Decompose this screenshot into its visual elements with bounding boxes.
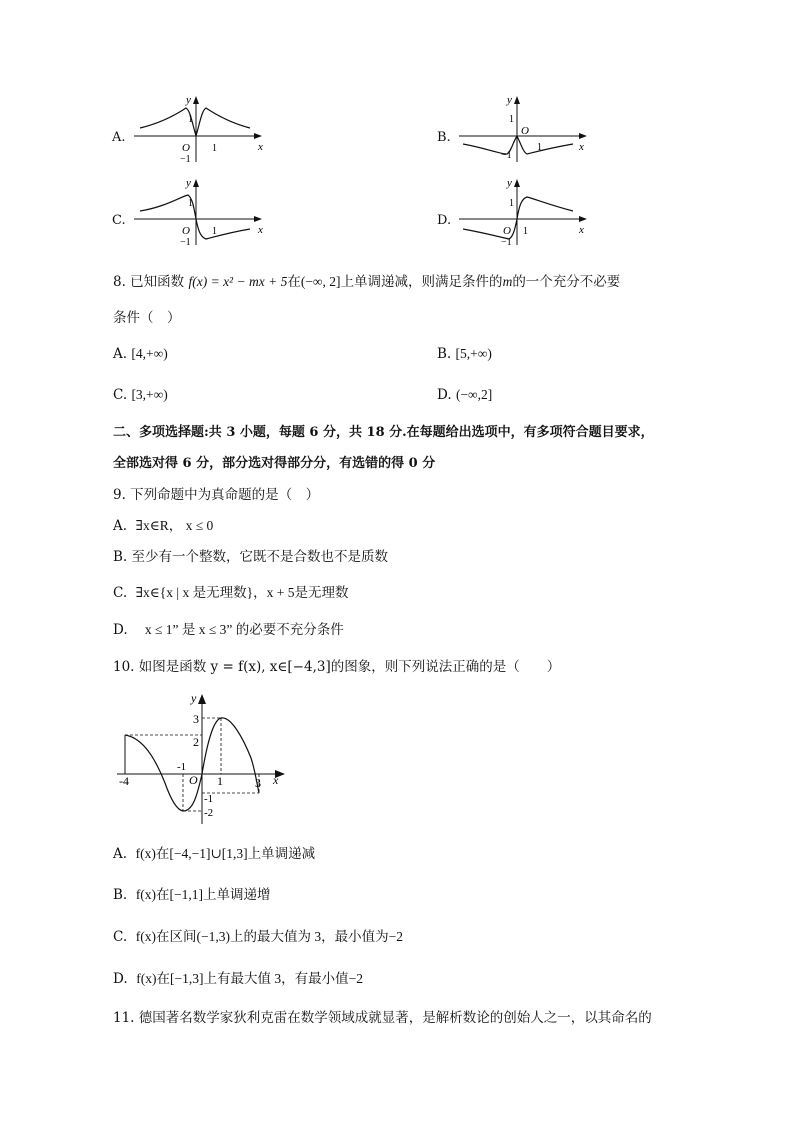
- q7-option-d-label: D.: [437, 213, 452, 228]
- y-axis-label: y: [507, 177, 512, 189]
- tick-one-x-label: 1: [523, 226, 528, 237]
- option-label: D.: [113, 971, 128, 987]
- y-axis-label: y: [507, 94, 512, 106]
- option-text: [4,+∞): [131, 346, 168, 361]
- q10-option-c[interactable]: [113, 929, 403, 945]
- x-axis-label: x: [579, 224, 584, 236]
- option-text: f(x)在区间(−1,3)上的最大值为 3，最小值为−2: [135, 929, 403, 944]
- option-text: 至少有一个整数，它既不是合数也不是质数: [131, 549, 389, 565]
- section2-heading-line1: 二、多项选择题:共 3 小题，每题 6 分，共 18 分.在每题给出选项中，有多项符合题目要求，: [113, 425, 654, 440]
- option-label: A.: [113, 846, 128, 862]
- option-text: [3,+∞): [131, 387, 168, 402]
- q10-tick-3: 3: [193, 712, 199, 726]
- tick-one-x-label: 1: [537, 142, 542, 153]
- q8-option-c[interactable]: [113, 387, 168, 403]
- option-label: D.: [113, 622, 128, 638]
- q7-graph-b: [455, 92, 590, 164]
- option-label: C.: [113, 585, 128, 601]
- option-label: B.: [113, 549, 128, 565]
- option-label: B.: [437, 346, 452, 362]
- origin-label: O: [182, 142, 190, 154]
- q10-option-a[interactable]: [113, 846, 315, 862]
- tick-one-label: 1: [188, 198, 193, 209]
- option-label: C.: [113, 387, 128, 403]
- section2-heading-line2: 全部选对得 6 分，部分选对得部分分，有选错的得 0 分: [113, 456, 436, 471]
- q10-x-label: x: [273, 773, 279, 787]
- option-text: f(x)在[−1,3]上有最大值 3，有最小值−2: [136, 971, 363, 986]
- q10-tick-neg1-y: -1: [204, 793, 214, 805]
- y-axis-label: y: [186, 94, 191, 106]
- q9-stem: 9. 下列命题中为真命题的是（ ）: [113, 487, 320, 503]
- q8-end: 的一个充分不必要: [512, 274, 621, 290]
- q7-graph-a: [130, 92, 265, 164]
- q10-tick-1: 1: [217, 774, 223, 788]
- option-text: ∃x∈{x | x 是无理数}，x + 5是无理数: [135, 585, 349, 600]
- q7-option-b-label: B.: [437, 130, 451, 145]
- option-label: C.: [113, 929, 128, 945]
- origin-label: O: [521, 125, 529, 137]
- q8-mid: 在: [287, 274, 301, 290]
- tick-one-label: 1: [509, 198, 514, 209]
- q8-formula: f(x) = x² − mx + 5: [188, 274, 288, 289]
- tick-one-x-label: 1: [212, 226, 217, 237]
- tick-one-label: 1: [509, 114, 514, 125]
- q8-stem-line2: 条件（ ）: [113, 310, 181, 326]
- tick-neg-one-label: −1: [501, 150, 512, 161]
- q8-m: m: [502, 274, 513, 289]
- tick-neg-one-label: −1: [180, 237, 191, 247]
- q10-function-graph: [113, 688, 293, 828]
- option-text: [5,+∞): [455, 346, 492, 361]
- q10-tick-neg2-y: -2: [204, 807, 214, 819]
- q10-stem: 10. 如图是函数 y = f(x), x∈[−4,3]的图象，则下列说法正确的是（ ）: [113, 659, 561, 675]
- q7-option-a-label: A.: [112, 130, 126, 145]
- q8-suffix: 上单调递减，则满足条件的: [340, 274, 503, 290]
- tick-neg-one-label: −1: [180, 154, 191, 164]
- x-axis-label: x: [258, 141, 263, 153]
- q8-prefix: 8. 已知函数: [113, 274, 185, 290]
- origin-label: O: [503, 225, 511, 237]
- option-text: (−∞,2]: [455, 387, 493, 402]
- tick-one-x-label: 1: [212, 143, 217, 154]
- q9-option-d[interactable]: [113, 622, 344, 638]
- x-axis-label: x: [579, 141, 584, 153]
- q8-option-a[interactable]: [113, 346, 168, 362]
- q10-y-label: y: [191, 691, 197, 705]
- q11-stem-line1: 11. 德国著名数学家狄利克雷在数学领域成就显著，是解析数论的创始人之一，以其命名的: [113, 1010, 652, 1026]
- y-axis-label: y: [186, 177, 191, 189]
- q8-option-d[interactable]: [437, 387, 492, 403]
- option-label: A.: [113, 518, 128, 534]
- q9-option-b[interactable]: [113, 549, 388, 565]
- q10-option-b[interactable]: [113, 887, 271, 903]
- option-label: B.: [113, 887, 128, 903]
- q10-origin-label: O: [189, 773, 198, 787]
- option-text: f(x)在[−4,−1]∪[1,3]上单调递减: [135, 846, 316, 861]
- q9-option-a[interactable]: [113, 518, 213, 534]
- option-text: ∃x∈R， x ≤ 0: [135, 518, 214, 533]
- q10-tick-3-x: 3: [255, 776, 261, 790]
- option-text: x ≤ 1” 是 x ≤ 3” 的必要不充分条件: [144, 622, 344, 637]
- q10-tick-neg1-x: -1: [177, 761, 187, 773]
- origin-label: O: [182, 225, 190, 237]
- q8-option-b[interactable]: [437, 346, 492, 362]
- tick-neg-one-label: −1: [501, 237, 512, 247]
- option-text: f(x)在[−1,1]上单调递增: [135, 887, 271, 902]
- q7-option-c-label: C.: [112, 213, 126, 228]
- q8-stem-line1: [113, 274, 620, 290]
- q7-graph-c: [130, 175, 265, 247]
- x-axis-label: x: [258, 224, 263, 236]
- q8-interval: (−∞, 2]: [300, 274, 341, 289]
- q9-option-c[interactable]: [113, 585, 348, 601]
- q7-graph-d: [455, 175, 590, 247]
- q10-tick-neg4: -4: [119, 774, 129, 788]
- tick-one-label: 1: [188, 114, 193, 125]
- option-label: A.: [113, 346, 128, 362]
- q10-tick-2: 2: [193, 735, 199, 749]
- q10-option-d[interactable]: [113, 971, 363, 987]
- option-label: D.: [437, 387, 452, 403]
